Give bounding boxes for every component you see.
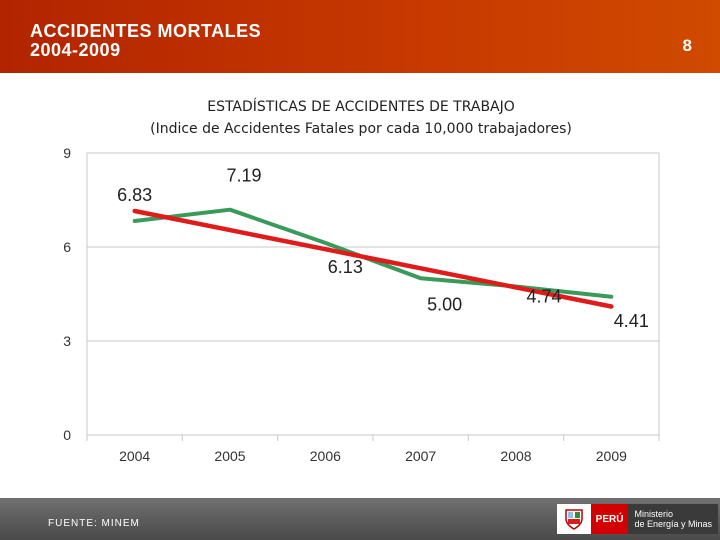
y-tick-label: 9 [63,145,71,161]
footer-bar [0,498,720,540]
data-label: 5.00 [427,294,463,315]
x-tick-label: 2006 [309,448,341,464]
x-tick-label: 2007 [405,448,437,464]
y-tick-label: 3 [63,333,71,349]
data-label: 6.83 [117,184,153,205]
logo-ministry-line1: Ministerio [634,509,673,519]
logo-ministry [628,504,718,534]
x-tick-label: 2004 [119,448,151,464]
slide-title-line1: ACCIDENTES MORTALES [30,21,262,41]
logo-country: PERÚ [591,504,629,534]
series-line-index [135,210,612,297]
x-tick-label: 2008 [500,448,532,464]
data-label: 4.41 [613,310,649,331]
data-label: 6.13 [327,256,363,277]
data-label: 4.74 [526,286,562,307]
y-tick-label: 0 [63,427,71,443]
x-tick-label: 2009 [595,448,627,464]
logo-ministry-line2: de Energía y Minas [634,519,712,529]
data-label: 7.19 [226,165,262,186]
coat-of-arms-icon [557,504,591,534]
chart-subtitle: (Indice de Accidentes Fatales por cada 10,000 trabajadores) [150,121,572,137]
slide-number: 8 [682,36,692,55]
source-note: FUENTE: MINEM [48,518,140,529]
x-tick-label: 2005 [214,448,246,464]
ministry-logo [557,504,718,534]
chart-title: ESTADÍSTICAS DE ACCIDENTES DE TRABAJO [207,99,515,115]
y-tick-label: 6 [63,239,71,255]
slide-title-line2: 2004-2009 [30,40,121,60]
